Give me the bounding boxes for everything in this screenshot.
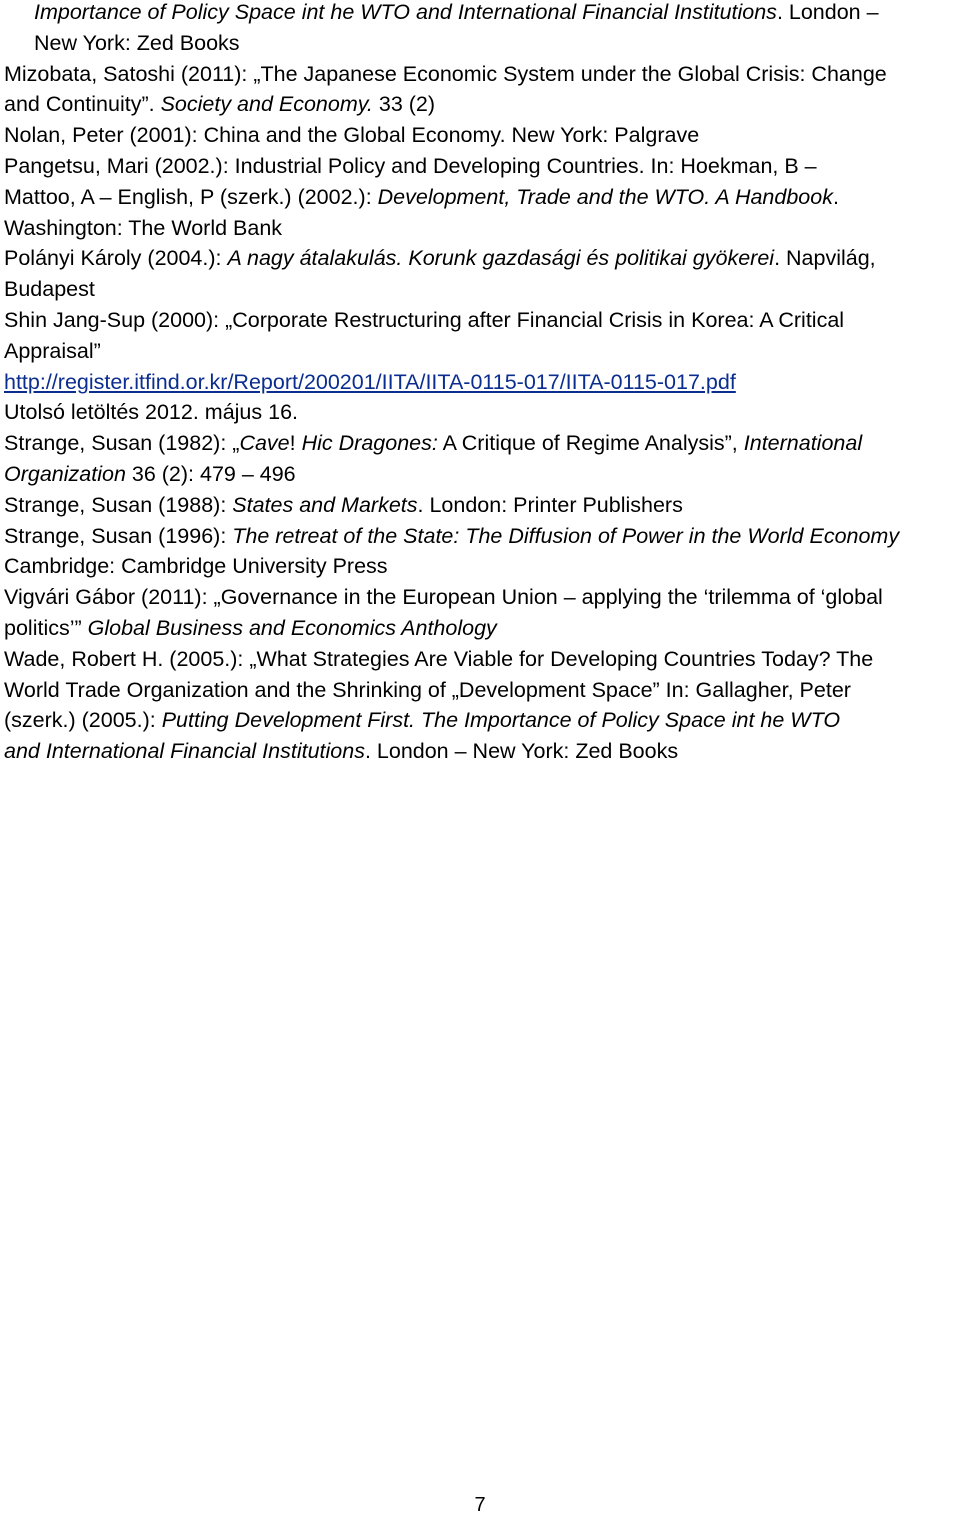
reference-line <box>4 459 960 490</box>
reference-text: . <box>832 184 839 209</box>
reference-text: Appraisal” <box>4 338 101 363</box>
reference-text: Shin Jang-Sup (2000): „Corporate Restructuring after Financial Crisis in Korea: A Critical <box>4 307 845 332</box>
reference-text: Strange, Susan (1996): <box>4 523 233 548</box>
reference-line <box>4 705 960 736</box>
reference-entry <box>4 305 960 428</box>
reference-line <box>4 613 960 644</box>
reference-text: A nagy átalakulás. Korunk gazdasági és politikai gyökerei <box>227 246 775 271</box>
reference-text: Strange, Susan (1982): „ <box>4 431 240 456</box>
reference-line <box>4 675 960 706</box>
reference-text: Global Business and Economics Anthology <box>87 615 497 640</box>
reference-text: (szerk.) (2005.): <box>4 708 162 733</box>
reference-line <box>4 213 960 244</box>
reference-entry <box>4 59 960 121</box>
reference-text: . London – <box>776 0 879 24</box>
reference-text: ! <box>289 431 302 456</box>
reference-entry <box>4 428 960 490</box>
reference-text: 33 (2) <box>372 92 436 117</box>
reference-text: Utolsó letöltés 2012. május 16. <box>4 400 298 425</box>
reference-text: Putting Development First. The Importance of Policy Space int he WTO <box>161 708 841 733</box>
reference-entry <box>4 521 960 583</box>
reference-line <box>4 644 960 675</box>
reference-text: The retreat of the State: The Diffusion of Power in the World Economy <box>232 523 900 548</box>
reference-text: A Critique of Regime Analysis”, <box>437 431 744 456</box>
reference-list <box>4 0 960 767</box>
reference-line <box>4 89 960 120</box>
reference-text: 36 (2): 479 – 496 <box>125 461 296 486</box>
reference-entry <box>4 644 960 767</box>
reference-line <box>4 151 960 182</box>
reference-link[interactable]: http://register.itfind.or.kr/Report/200201/IITA/IITA-0115-017/IITA-0115-017.pdf <box>4 369 736 394</box>
reference-text: Organization <box>4 461 126 486</box>
reference-entry <box>4 120 960 151</box>
reference-line <box>4 397 960 428</box>
page-number: 7 <box>474 1494 486 1516</box>
reference-text: Wade, Robert H. (2005.): „What Strategies Are Viable for Developing Countries Today? The <box>4 646 874 671</box>
reference-text: politics’” <box>4 615 88 640</box>
reference-text: Strange, Susan (1988): <box>4 492 233 517</box>
reference-line <box>4 243 960 274</box>
reference-text: and Continuity”. <box>4 92 161 117</box>
reference-text: World Trade Organization and the Shrinking of „Development Space” In: Gallagher, Peter <box>4 677 851 702</box>
reference-entry <box>4 0 960 59</box>
reference-text: Budapest <box>4 277 95 302</box>
reference-line <box>34 0 960 28</box>
reference-text: Washington: The World Bank <box>4 215 283 240</box>
reference-line <box>4 336 960 367</box>
reference-text: Cambridge: Cambridge University Press <box>4 554 388 579</box>
reference-text: . Napvilág, <box>774 246 876 271</box>
reference-text: Polányi Károly (2004.): <box>4 246 228 271</box>
reference-line <box>4 521 960 552</box>
reference-entry <box>4 151 960 243</box>
reference-line <box>34 28 960 59</box>
reference-line <box>4 182 960 213</box>
reference-text: Mizobata, Satoshi (2011): „The Japanese Economic System under the Global Crisis: Change <box>4 61 887 86</box>
reference-line <box>4 428 960 459</box>
reference-line <box>4 490 960 521</box>
reference-text: Pangetsu, Mari (2002.): Industrial Policy and Developing Countries. In: Hoekman, B – <box>4 153 817 178</box>
reference-text: Importance of Policy Space int he WTO and International Financial Institutions <box>34 0 777 24</box>
reference-text: . London: Printer Publishers <box>417 492 683 517</box>
reference-line <box>4 120 960 151</box>
reference-line <box>4 582 960 613</box>
reference-line <box>4 274 960 305</box>
reference-text: International <box>743 431 863 456</box>
reference-entry <box>4 490 960 521</box>
reference-line <box>4 367 960 398</box>
reference-text: Hic Dragones: <box>301 431 438 456</box>
reference-text: Society and Economy. <box>160 92 373 117</box>
reference-text: Nolan, Peter (2001): China and the Global Economy. New York: Palgrave <box>4 123 700 148</box>
reference-text: Development, Trade and the WTO. A Handbook <box>377 184 833 209</box>
reference-line <box>4 736 960 767</box>
reference-entry <box>4 582 960 644</box>
reference-text: New York: Zed Books <box>34 30 240 55</box>
reference-text: and International Financial Institutions <box>4 739 365 764</box>
reference-text: Vigvári Gábor (2011): „Governance in the European Union – applying the ‘trilemma of ‘global <box>4 585 883 610</box>
reference-text: Mattoo, A – English, P (szerk.) (2002.): <box>4 184 378 209</box>
reference-entry <box>4 243 960 305</box>
reference-line <box>4 305 960 336</box>
reference-line <box>4 59 960 90</box>
reference-text: Cave <box>239 431 290 456</box>
reference-line <box>4 551 960 582</box>
reference-text: States and Markets <box>232 492 418 517</box>
reference-text: . London – New York: Zed Books <box>364 739 679 764</box>
